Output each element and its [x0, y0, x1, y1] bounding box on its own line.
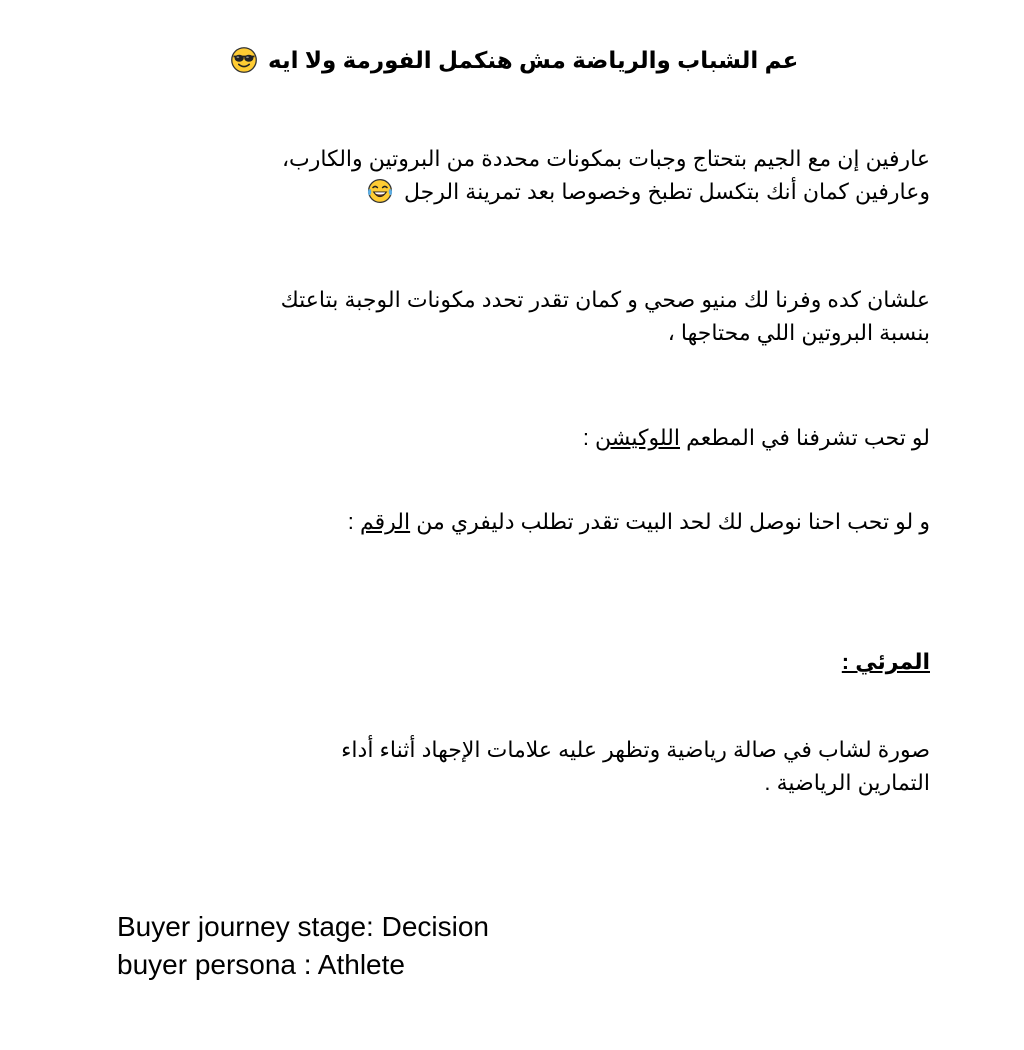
visual-line-2: التمارين الرياضية . [764, 770, 930, 795]
location-line [583, 421, 930, 454]
buyer-journey-stage: Buyer journey stage: Decision [117, 911, 489, 942]
intro-line-1: عارفين إن مع الجيم بتحتاج وجبات بمكونات محددة من البروتين والكارب، [281, 146, 930, 171]
delivery-text: و لو تحب احنا نوصل لك لحد البيت تقدر تطلب دليفري من [410, 509, 930, 534]
post-title [120, 46, 904, 74]
title-text: عم الشباب والرياضة مش هنكمل الفورمة ولا ايه [268, 47, 799, 73]
phone-number-link[interactable]: الرقم [359, 509, 411, 534]
marketing-meta [117, 908, 489, 984]
laughing-tears-emoji-icon [366, 177, 394, 205]
delivery-suffix: : [347, 509, 360, 534]
visual-section-label [842, 645, 930, 678]
sunglasses-emoji-icon [230, 46, 258, 74]
location-suffix: : [582, 425, 596, 450]
intro-line-2-wrap [282, 175, 930, 208]
visual-line-1: صورة لشاب في صالة رياضية وتظهر عليه علامات الإجهاد أثناء أداء [341, 737, 930, 762]
intro-paragraph [282, 142, 930, 208]
intro-line-2: وعارفين كمان أنك بتكسل تطبخ وخصوصا بعد تمرينة الرجل [403, 179, 930, 204]
visual-label: المرئي : [841, 649, 930, 674]
location-text: لو تحب تشرفنا في المطعم [680, 425, 930, 450]
menu-line-1: علشان كده وفرنا لك منيو صحي و كمان تقدر تحدد مكونات الوجبة بتاعتك [280, 287, 930, 312]
visual-description [341, 733, 930, 799]
menu-line-2: بنسبة البروتين اللي محتاجها ، [667, 320, 930, 345]
menu-paragraph [281, 283, 930, 349]
location-link[interactable]: اللوكيشن [595, 425, 680, 450]
delivery-line [348, 505, 930, 538]
buyer-persona: buyer persona : Athlete [117, 949, 405, 980]
